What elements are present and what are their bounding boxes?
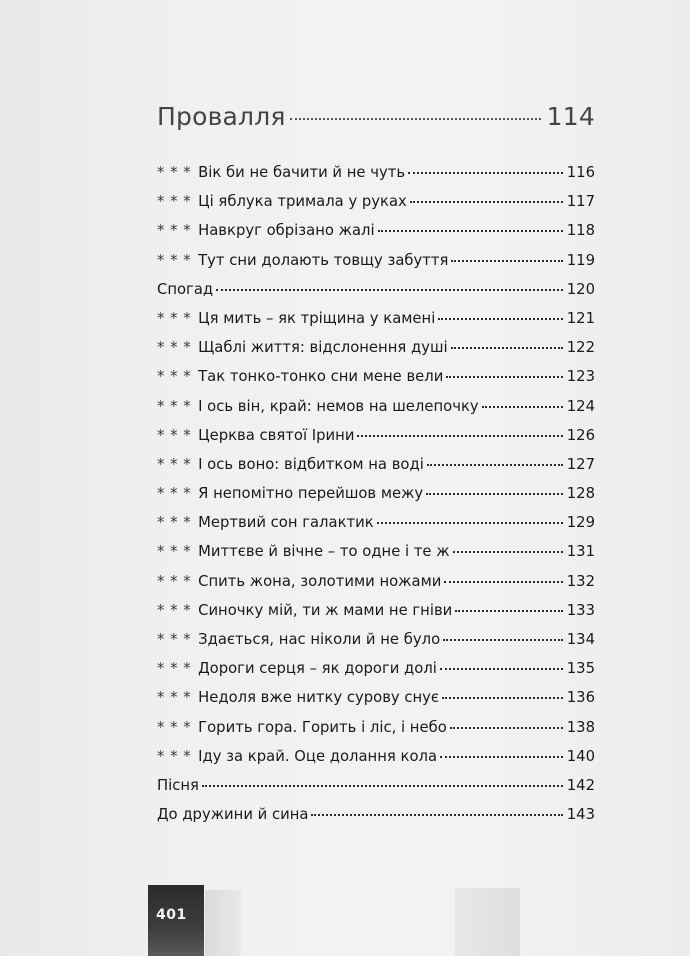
dot-leader [455, 609, 562, 612]
toc-entry-title: І ось він, край: немов на шелепочку [198, 397, 479, 415]
toc-entry [157, 421, 595, 450]
toc-entry-title: Горить гора. Горить і ліс, і небо [198, 718, 447, 736]
toc-entry [157, 683, 595, 712]
toc-entry-page-number: 133 [566, 601, 595, 619]
dot-leader [216, 288, 563, 291]
asterism: * * * [157, 455, 192, 473]
asterism: * * * [157, 485, 192, 503]
section-heading [157, 102, 595, 131]
toc-entry [157, 596, 595, 625]
toc-entry [157, 216, 595, 245]
toc-entry-title: Тут сни долають товщу забуття [198, 251, 449, 269]
asterism: * * * [157, 543, 192, 561]
toc-entry-title: Я непомітно перейшов межу [198, 485, 424, 503]
toc-entry-page-number: 136 [566, 689, 595, 707]
toc-entry-page-number: 122 [566, 339, 595, 357]
toc-entry [157, 537, 595, 566]
toc-entry-page-number: 135 [566, 660, 595, 678]
asterism: * * * [157, 251, 192, 269]
toc-entry-title: Навкруг обрізано жалі [198, 222, 375, 240]
dot-leader [410, 200, 563, 203]
toc-entry-title: Пісня [157, 776, 199, 794]
dot-leader [427, 463, 563, 466]
asterism: * * * [157, 397, 192, 415]
toc-entry-page-number: 119 [566, 251, 595, 269]
toc-entry-title: Дороги серця – як дороги долі [198, 660, 437, 678]
asterism: * * * [157, 339, 192, 357]
toc-entry [157, 187, 595, 216]
toc-entry-title: Мертвий сон галактик [198, 514, 374, 532]
toc-entry-title: Церква святої Ірини [198, 426, 355, 444]
toc-entry-title: До дружини й сина [157, 806, 309, 824]
asterism: * * * [157, 689, 192, 707]
dot-leader [453, 550, 563, 553]
print-smudge [455, 888, 520, 956]
asterism: * * * [157, 747, 192, 765]
toc-entry-page-number: 116 [566, 164, 595, 181]
dot-leader [450, 726, 563, 729]
dot-leader [442, 696, 563, 699]
asterism: * * * [157, 368, 192, 386]
toc-entry-page-number: 132 [566, 572, 595, 590]
dot-leader [438, 317, 562, 320]
dot-leader [377, 521, 563, 524]
toc-entry-title: Ці яблука тримала у руках [198, 193, 407, 211]
print-smudge [205, 890, 241, 956]
dot-leader [446, 375, 562, 378]
toc-entry [157, 246, 595, 275]
folio-tab [148, 885, 204, 956]
toc-entry [157, 450, 595, 479]
dot-leader [202, 784, 563, 787]
dot-leader [440, 667, 563, 670]
asterism: * * * [157, 514, 192, 532]
dot-leader [378, 229, 563, 232]
toc-entry-page-number: 142 [566, 776, 595, 794]
toc-entry-title: Недоля вже нитку сурову снує [198, 689, 440, 707]
toc-entry-page-number: 118 [566, 222, 595, 240]
toc-entry-title: Ця мить – як тріщина у камені [198, 309, 436, 327]
toc-entry-page-number: 138 [566, 718, 595, 736]
toc-entry [157, 158, 595, 187]
toc-entry-title: І ось воно: відбитком на воді [198, 455, 424, 473]
asterism: * * * [157, 631, 192, 648]
toc-entry [157, 275, 595, 304]
toc-entry [157, 479, 595, 508]
toc-entry-page-number: 134 [566, 631, 595, 648]
toc-entry-page-number: 127 [566, 455, 595, 473]
toc-entry-page-number: 143 [566, 806, 595, 824]
toc-entry [157, 625, 595, 654]
toc-entry [157, 654, 595, 683]
toc-entry-page-number: 129 [566, 514, 595, 532]
dot-leader [426, 492, 563, 495]
toc-entry-title: Синочку мій, ти ж мами не гніви [198, 601, 453, 619]
toc-entry-page-number: 126 [566, 426, 595, 444]
toc-entry-title: Так тонко-тонко сни мене вели [198, 368, 444, 386]
toc-entry-page-number: 124 [566, 397, 595, 415]
toc-entry-title: Спить жона, золотими ножами [198, 572, 442, 590]
toc-entry-title: Щаблі життя: відслонення душі [198, 339, 448, 357]
asterism: * * * [157, 601, 192, 619]
dot-leader [451, 259, 562, 262]
toc-entry-title: Миттєве й вічне – то одне і те ж [198, 543, 450, 561]
dot-leader [444, 580, 562, 583]
toc-entry-page-number: 121 [566, 309, 595, 327]
page-folio-number: 401 [156, 907, 187, 923]
asterism: * * * [157, 572, 192, 590]
section-title: Провалля [157, 102, 286, 131]
asterism: * * * [157, 660, 192, 678]
toc-entry [157, 567, 595, 596]
toc-entry-page-number: 123 [566, 368, 595, 386]
dot-leader [311, 813, 562, 816]
asterism: * * * [157, 164, 192, 181]
asterism: * * * [157, 193, 192, 211]
dot-leader [357, 434, 562, 437]
asterism: * * * [157, 222, 192, 240]
toc-entry [157, 742, 595, 771]
toc-entry [157, 392, 595, 421]
toc-entry [157, 362, 595, 391]
asterism: * * * [157, 426, 192, 444]
toc-entry-title: Спогад [157, 280, 214, 298]
toc-entry-title: Вік би не бачити й не чуть [198, 164, 406, 181]
toc-entry-page-number: 120 [566, 280, 595, 298]
toc-entry-page-number: 128 [566, 485, 595, 503]
toc-entry-title: Здається, нас ніколи й не було [198, 631, 441, 648]
toc-entry [157, 508, 595, 537]
dot-leader [482, 405, 563, 408]
toc-entry [157, 713, 595, 742]
dot-leader [451, 346, 563, 349]
toc-entry-page-number: 117 [566, 193, 595, 211]
toc-entry [157, 333, 595, 362]
asterism: * * * [157, 718, 192, 736]
toc-entry [157, 304, 595, 333]
dot-leader [440, 755, 563, 758]
dot-leader [290, 117, 541, 120]
toc-entry [157, 800, 595, 829]
toc-entry-page-number: 131 [566, 543, 595, 561]
table-of-contents [157, 158, 595, 829]
asterism: * * * [157, 309, 192, 327]
toc-entry-page-number: 140 [566, 747, 595, 765]
dot-leader [408, 171, 563, 174]
toc-entry-title: Іду за край. Оце долання кола [198, 747, 438, 765]
dot-leader [443, 638, 563, 641]
section-page-number: 114 [546, 102, 595, 131]
toc-entry [157, 771, 595, 800]
